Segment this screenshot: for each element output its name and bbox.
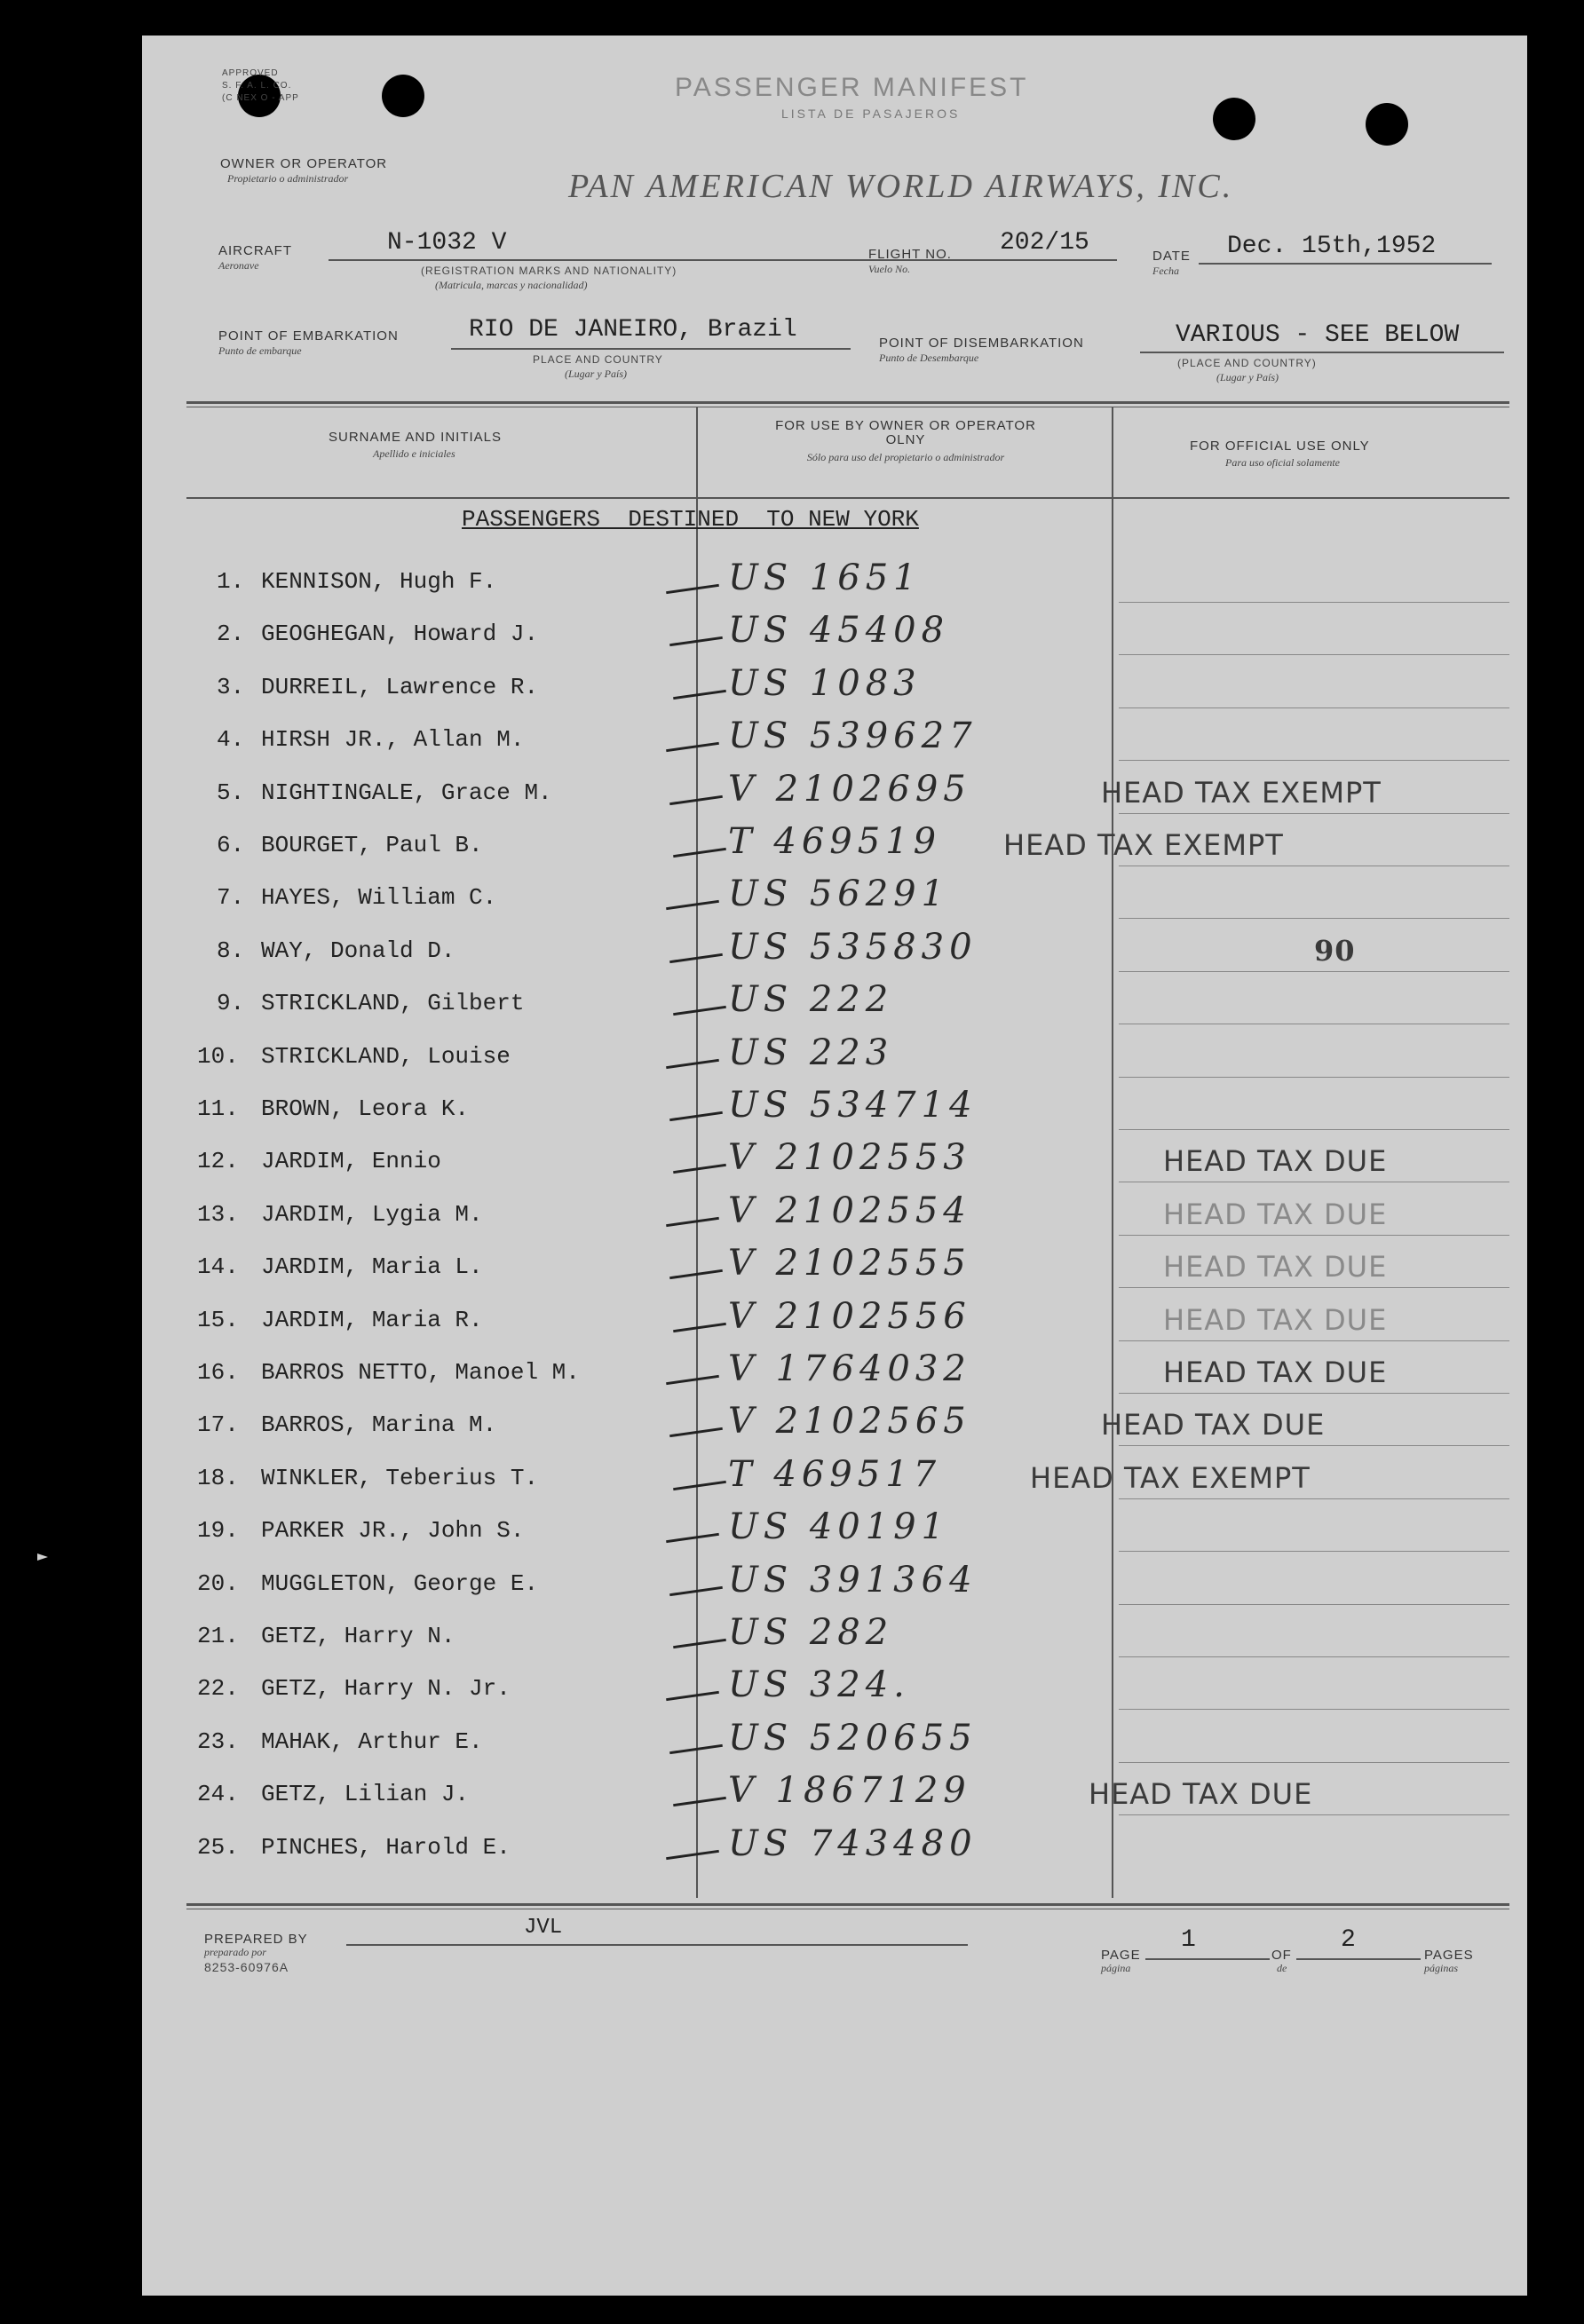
owner-label-es: Propietario o administrador <box>227 172 349 185</box>
punch-hole <box>1366 103 1408 146</box>
row-rule <box>1119 602 1509 603</box>
check-dash <box>666 1533 719 1543</box>
row-rule <box>1119 1445 1509 1446</box>
passport-number: US 539627 <box>728 715 978 756</box>
row-rule <box>1119 707 1509 708</box>
embark-label: POINT OF EMBARKATION <box>218 328 399 344</box>
approval-line: S. F. A. L. CO. <box>222 81 292 91</box>
place-caption: PLACE AND COUNTRY <box>533 353 663 366</box>
passport-number: V 2102553 <box>728 1137 971 1178</box>
row-rule <box>1119 918 1509 919</box>
passport-number: T 469517 <box>728 1454 942 1495</box>
pages-label-es: páginas <box>1424 1962 1459 1974</box>
passenger-name: GETZ, Harry N. <box>261 1623 455 1649</box>
flight-value: 202/15 <box>1000 229 1089 257</box>
registration-caption: (REGISTRATION MARKS AND NATIONALITY) <box>421 265 677 277</box>
owner-label: OWNER OR OPERATOR <box>220 156 388 171</box>
date-label: DATE <box>1152 249 1191 264</box>
passport-number: US 1083 <box>728 663 922 704</box>
head-tax-stamp: HEAD TAX DUE <box>1089 1777 1313 1811</box>
passenger-number: 13. <box>197 1201 239 1228</box>
disembark-value: VARIOUS - SEE BELOW <box>1176 321 1460 349</box>
row-rule <box>1119 1235 1509 1236</box>
aircraft-label-es: Aeronave <box>218 259 259 272</box>
passenger-name: BROWN, Leora K. <box>261 1095 470 1122</box>
page-label-es: página <box>1101 1962 1131 1974</box>
row-rule <box>1119 971 1509 972</box>
column-header-official: FOR OFFICIAL USE ONLY <box>1190 439 1370 454</box>
prepared-label-es: preparado por <box>204 1946 266 1958</box>
page-value: 1 <box>1181 1926 1196 1954</box>
row-rule <box>1119 654 1509 655</box>
passenger-number: 1. <box>217 568 245 595</box>
of-underline <box>1296 1958 1421 1960</box>
row-rule <box>1119 1814 1509 1815</box>
table-top-rule <box>186 401 1509 404</box>
passenger-number: 17. <box>197 1411 239 1438</box>
passenger-name: PARKER JR., John S. <box>261 1517 525 1544</box>
disembark-label: POINT OF DISEMBARKATION <box>879 336 1084 351</box>
check-dash <box>666 742 719 752</box>
page-title: PASSENGER MANIFEST <box>675 73 1029 102</box>
punch-hole <box>1213 98 1255 140</box>
row-rule <box>1119 1656 1509 1657</box>
check-dash <box>666 1375 719 1385</box>
flight-label: FLIGHT NO. <box>868 247 952 262</box>
passenger-number: 19. <box>197 1517 239 1544</box>
flight-label-es: Vuelo No. <box>868 263 911 275</box>
page-label: PAGE <box>1101 1948 1141 1963</box>
approval-stamp <box>222 67 299 105</box>
passport-number: US 45408 <box>728 610 950 651</box>
row-rule <box>1119 1498 1509 1499</box>
prepared-underline <box>346 1944 968 1946</box>
row-rule <box>1119 1604 1509 1605</box>
passenger-name: KENNISON, Hugh F. <box>261 568 497 595</box>
punch-hole <box>382 75 424 117</box>
passenger-number: 22. <box>197 1675 239 1702</box>
row-rule <box>1119 1129 1509 1130</box>
passenger-name: STRICKLAND, Gilbert <box>261 990 525 1016</box>
passenger-name: HAYES, William C. <box>261 884 497 911</box>
column-divider <box>696 407 698 1898</box>
passenger-name: HIRSH JR., Allan M. <box>261 726 525 753</box>
approval-line: APPROVED <box>222 68 279 78</box>
edge-mark <box>37 1553 48 1561</box>
flight-underline <box>975 259 1117 261</box>
check-dash <box>673 1323 726 1332</box>
passenger-name: WINKLER, Teberius T. <box>261 1465 539 1491</box>
prepared-label: PREPARED BY <box>204 1932 308 1947</box>
check-dash <box>666 1691 719 1701</box>
passport-number: US 391364 <box>728 1560 978 1601</box>
of-value: 2 <box>1341 1926 1356 1954</box>
airline-name: PAN AMERICAN WORLD AIRWAYS, INC. <box>568 168 1234 205</box>
passport-number: US 1651 <box>728 557 922 598</box>
passport-number: US 743480 <box>728 1823 978 1864</box>
page-underline <box>1145 1958 1270 1960</box>
head-tax-stamp: HEAD TAX EXEMPT <box>1030 1461 1311 1495</box>
column-header-surname-es: Apellido e iniciales <box>373 447 455 460</box>
passenger-name: MAHAK, Arthur E. <box>261 1728 483 1755</box>
head-tax-stamp: HEAD TAX DUE <box>1101 1408 1326 1442</box>
form-number: 8253-60976A <box>204 1960 289 1974</box>
check-dash <box>673 1006 726 1016</box>
passenger-number: 20. <box>197 1570 239 1597</box>
official-note: 90 <box>1314 934 1356 968</box>
passenger-name: GEOGHEGAN, Howard J. <box>261 621 539 647</box>
head-tax-stamp: HEAD TAX EXEMPT <box>1003 828 1284 862</box>
passenger-number: 23. <box>197 1728 239 1755</box>
column-header-owner: FOR USE BY OWNER OR OPERATOR OLNY <box>775 418 1036 447</box>
passenger-name: NIGHTINGALE, Grace M. <box>261 779 552 806</box>
passport-number: V 2102565 <box>728 1401 971 1442</box>
check-dash <box>666 1217 719 1227</box>
head-tax-stamp: HEAD TAX DUE <box>1163 1198 1388 1231</box>
disembark-underline <box>1140 352 1504 353</box>
passenger-name: PINCHES, Harold E. <box>261 1834 511 1861</box>
passenger-number: 11. <box>197 1095 239 1122</box>
passport-number: V 2102554 <box>728 1190 971 1231</box>
check-dash <box>673 690 726 700</box>
check-dash <box>673 1481 726 1490</box>
registration-caption-es: (Matricula, marcas y nacionalidad) <box>435 279 588 291</box>
header-rule <box>186 497 1509 499</box>
passenger-number: 2. <box>217 621 245 647</box>
passenger-number: 4. <box>217 726 245 753</box>
passenger-name: GETZ, Lilian J. <box>261 1781 470 1807</box>
embark-underline <box>451 348 851 350</box>
aircraft-label: AIRCRAFT <box>218 243 292 258</box>
table-bottom-rule <box>186 1903 1509 1906</box>
check-dash <box>666 584 719 594</box>
check-dash <box>666 1059 719 1069</box>
check-dash <box>673 1639 726 1648</box>
passenger-number: 10. <box>197 1043 239 1070</box>
passenger-number: 16. <box>197 1359 239 1386</box>
passenger-number: 9. <box>217 990 245 1016</box>
passenger-name: MUGGLETON, George E. <box>261 1570 539 1597</box>
of-label-es: de <box>1277 1962 1287 1974</box>
passport-number: US 520655 <box>728 1718 978 1759</box>
row-rule <box>1119 1077 1509 1078</box>
pages-label: PAGES <box>1424 1948 1474 1963</box>
passenger-number: 3. <box>217 674 245 700</box>
row-rule <box>1119 1340 1509 1341</box>
place-caption-2-es: (Lugar y País) <box>1216 371 1279 383</box>
passenger-number: 21. <box>197 1623 239 1649</box>
check-dash <box>673 848 726 858</box>
row-rule <box>1119 760 1509 761</box>
row-rule <box>1119 1551 1509 1552</box>
passenger-name: JARDIM, Ennio <box>261 1148 441 1174</box>
head-tax-stamp: HEAD TAX DUE <box>1163 1250 1388 1284</box>
manifest-sheet <box>142 36 1527 2296</box>
passenger-name: DURREIL, Lawrence R. <box>261 674 539 700</box>
column-header-official-es: Para uso oficial solamente <box>1225 456 1340 469</box>
date-label-es: Fecha <box>1152 265 1179 277</box>
head-tax-stamp: HEAD TAX DUE <box>1163 1303 1388 1337</box>
row-rule <box>1119 1287 1509 1288</box>
check-dash <box>666 1850 719 1860</box>
prepared-by-value: JVL <box>524 1916 563 1940</box>
passenger-number: 15. <box>197 1307 239 1333</box>
row-rule <box>1119 1393 1509 1394</box>
passport-number: US 534714 <box>728 1085 978 1126</box>
of-label: OF <box>1271 1948 1292 1963</box>
head-tax-stamp: HEAD TAX DUE <box>1163 1144 1388 1178</box>
section-heading: PASSENGERS DESTINED TO NEW YORK <box>462 506 919 533</box>
passenger-name: BARROS NETTO, Manoel M. <box>261 1359 580 1386</box>
aircraft-value: N-1032 V <box>387 229 507 257</box>
date-underline <box>1199 263 1492 265</box>
place-caption-2: (PLACE AND COUNTRY) <box>1177 357 1317 369</box>
check-dash <box>666 900 719 910</box>
approval-line: (C NEX O - APP <box>222 93 299 103</box>
column-header-owner-es: Sólo para uso del propietario o administrador <box>806 451 1005 463</box>
passport-number: US 222 <box>728 979 894 1020</box>
column-divider <box>1112 407 1113 1898</box>
head-tax-stamp: HEAD TAX EXEMPT <box>1101 776 1382 810</box>
embark-value: RIO DE JANEIRO, Brazil <box>469 316 797 344</box>
passenger-name: BARROS, Marina M. <box>261 1411 497 1438</box>
embark-label-es: Punto de embarque <box>218 344 302 357</box>
passenger-name: JARDIM, Maria L. <box>261 1253 483 1280</box>
row-rule <box>1119 813 1509 814</box>
passenger-name: WAY, Donald D. <box>261 937 455 964</box>
passport-number: US 223 <box>728 1032 894 1073</box>
passport-number: V 1764032 <box>728 1348 971 1389</box>
head-tax-stamp: HEAD TAX DUE <box>1163 1356 1388 1389</box>
passenger-number: 5. <box>217 779 245 806</box>
passport-number: US 56291 <box>728 873 950 914</box>
passenger-number: 25. <box>197 1834 239 1861</box>
passport-number: T 469519 <box>728 821 942 862</box>
passenger-number: 14. <box>197 1253 239 1280</box>
place-caption-es: (Lugar y País) <box>565 368 627 380</box>
passenger-number: 24. <box>197 1781 239 1807</box>
passenger-name: JARDIM, Lygia M. <box>261 1201 483 1228</box>
passenger-number: 6. <box>217 832 245 858</box>
passport-number: US 40191 <box>728 1506 950 1547</box>
passport-number: US 282 <box>728 1612 894 1653</box>
passport-number: V 2102555 <box>728 1243 971 1284</box>
passenger-number: 7. <box>217 884 245 911</box>
row-rule <box>1119 1762 1509 1763</box>
date-value: Dec. 15th,1952 <box>1227 233 1437 260</box>
disembark-label-es: Punto de Desembarque <box>879 352 979 364</box>
passport-number: US 535830 <box>728 927 978 968</box>
passenger-number: 8. <box>217 937 245 964</box>
passenger-name: BOURGET, Paul B. <box>261 832 483 858</box>
passenger-number: 12. <box>197 1148 239 1174</box>
check-dash <box>673 1164 726 1174</box>
passenger-number: 18. <box>197 1465 239 1491</box>
page-title-es: LISTA DE PASAJEROS <box>781 107 961 121</box>
passport-number: V 2102556 <box>728 1296 971 1337</box>
passport-number: US 324. <box>728 1664 910 1705</box>
passenger-name: JARDIM, Maria R. <box>261 1307 483 1333</box>
row-rule <box>1119 1709 1509 1710</box>
passenger-name: GETZ, Harry N. Jr. <box>261 1675 511 1702</box>
passport-number: V 2102695 <box>728 769 971 810</box>
passport-number: V 1867129 <box>728 1770 971 1811</box>
column-header-surname: SURNAME AND INITIALS <box>329 430 503 445</box>
passenger-name: STRICKLAND, Louise <box>261 1043 511 1070</box>
check-dash <box>673 1797 726 1806</box>
